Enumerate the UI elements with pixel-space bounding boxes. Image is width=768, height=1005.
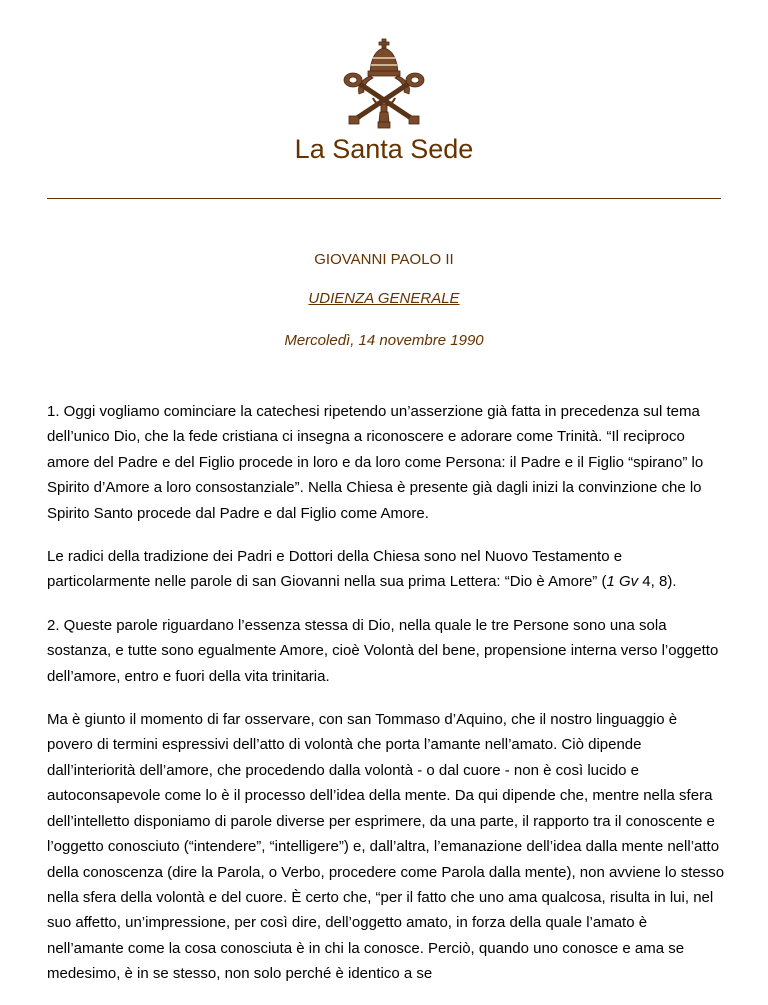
document-event-title: UDIENZA GENERALE [308,290,460,307]
header-divider [47,198,721,199]
document-body [47,399,727,1005]
document-author: GIOVANNI PAOLO II [314,251,454,268]
paragraph-2-text-start: Le radici della tradizione dei Padri e Dottori della Chiesa sono nel Nuovo Testamento e particolarmente nelle parole di san Giovanni nella sua prima Lettera: “Dio è Amore” ( [47,548,623,591]
paragraph-1: 1. Oggi vogliamo cominciare la catechesi ripetendo un’asserzione già fatta in precedenza sul tema dell’unico Dio, che la fede cristiana ci insegna a riconoscere e adorare come Trinità. “Il reciproco amore del Padre e del Figlio procede in loro e da loro come Persona: il Padre e il Figlio “spirano” lo Spirito d’Amore a loro consostanziale”. Nella Chiesa è presente già dagli inizi la convinzione che lo Spirito Santo procede dal Padre e dal Figlio come Amore. [47,403,704,522]
paragraph-3: 2. Queste parole riguardano l’essenza stessa di Dio, nella quale le tre Persone sono una sola sostanza, e tutte sono egualmente Amore, cioè Volontà del bene, propensione interna verso l’oggetto dell’amore, entro e fuori della vita trinitaria. [47,616,719,685]
scripture-reference: 1 Gv [606,573,639,591]
paragraph-4: Ma è giunto il momento di far osservare, con san Tommaso d’Aquino, che il nostro linguaggio è povero di termini espressivi dell’atto di volontà che porta l’amante nell’amato. Ciò dipende dall’interiorità dell’amore, che procedendo dalla volontà - o dal cuore - non è così lucido e autoconsapevole come lo è il processo dell’idea della mente. Da qui dipende che, mentre nella sfera dell’intelletto disponiamo di parole diverse per esprimere, da una parte, il rapporto tra il conoscente e l’oggetto conosciuto (“intendere”, “intelligere”) e, dall’altra, l’emanazione dell’idea dalla mente nell’atto della conoscenza (dire la Parola, o Verbo, procedere come Parola dalla mente), non avviene lo stesso nella sfera della volontà e del cuore. È certo che, “per il fatto che uno ama qualcosa, risulta in lui, nel suo affetto, un’impressione, per così dire, dell’oggetto amato, in forza della quale l’amato è nell’amante come la cosa conosciuta è in chi la conosce. Perciò, quando uno conosce e ama se medesimo, è in se stesso, non solo perché è identico a se [47,711,725,983]
site-title[interactable]: La Santa Sede [294,134,474,164]
paragraph-2-text-end: 4, 8). [638,573,677,591]
document-date: Mercoledì, 14 novembre 1990 [284,332,484,349]
papal-coat-of-arms-icon [339,38,429,132]
paragraph-2 [47,544,727,595]
